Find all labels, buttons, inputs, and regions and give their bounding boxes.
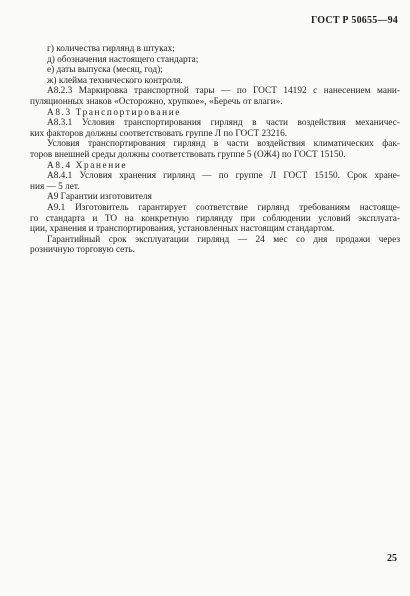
list-item-d: д) обозначения настоящего стандарта; <box>47 54 199 65</box>
paragraph-a8-3-1-line1: А8.3.1 Условия транспортирования гирлянд в части воздействия механичес- <box>47 118 400 129</box>
section-heading-transport: А8.3 Транспортирование <box>47 107 182 118</box>
paragraph-warranty-line2: розничную торговую сеть. <box>30 245 135 256</box>
paragraph-a8-4-1-line1: А8.4.1 Условия хранения гирлянд — по группе Л ГОСТ 15150. Срок хране- <box>47 171 400 182</box>
section-heading-warranty: А9 Гарантии изготовителя <box>47 192 152 203</box>
paragraph-climatic-line2: торов внешней среды должны соответствовать группе 5 (ОЖ4) по ГОСТ 15150. <box>30 149 346 160</box>
list-item-g: г) количества гирлянд в штуках; <box>47 44 175 54</box>
paragraph-climatic-line1: Условия транспортирования гирлянд в части воздействия климатических фак- <box>47 139 400 150</box>
page-number: 25 <box>387 553 397 564</box>
list-item-zh: ж) клейма технического контроля. <box>47 75 183 86</box>
document-body <box>30 44 400 256</box>
paragraph-a9-1-line1: А9.1 Изготовитель гарантирует соответствие гирлянд требованиям настояще- <box>47 202 400 213</box>
paragraph-a8-4-1-line2: ния — 5 лет. <box>30 181 80 192</box>
list-item-e: е) даты выпуска (месяц, год); <box>47 65 163 76</box>
paragraph-a9-1-line2: го стандарта и ТО на конкретную гирлянду при соблюдении условий эксплуата- <box>30 213 400 224</box>
paragraph-a8-3-1-line2: ких факторов должны соответствовать группе Л по ГОСТ 23216. <box>30 128 288 139</box>
section-heading-storage: А8.4 Хранение <box>47 160 128 171</box>
paragraph-warranty-line1: Гарантийный срок эксплуатации гирлянд — 24 мес со дня продажи через <box>47 234 400 245</box>
paragraph-a8-2-3-line1: А8.2.3 Маркировка транспортной тары — по ГОСТ 14192 с нанесением мани- <box>47 86 400 97</box>
paragraph-a9-1-line3: ции, хранения и транспортирования, установленных настоящим стандартом. <box>30 224 335 235</box>
paragraph-a8-2-3-line2: пуляционных знаков «Осторожно, хрупкое», «Беречь от влаги». <box>30 96 283 107</box>
standard-designation: ГОСТ Р 50655—94 <box>310 15 398 26</box>
